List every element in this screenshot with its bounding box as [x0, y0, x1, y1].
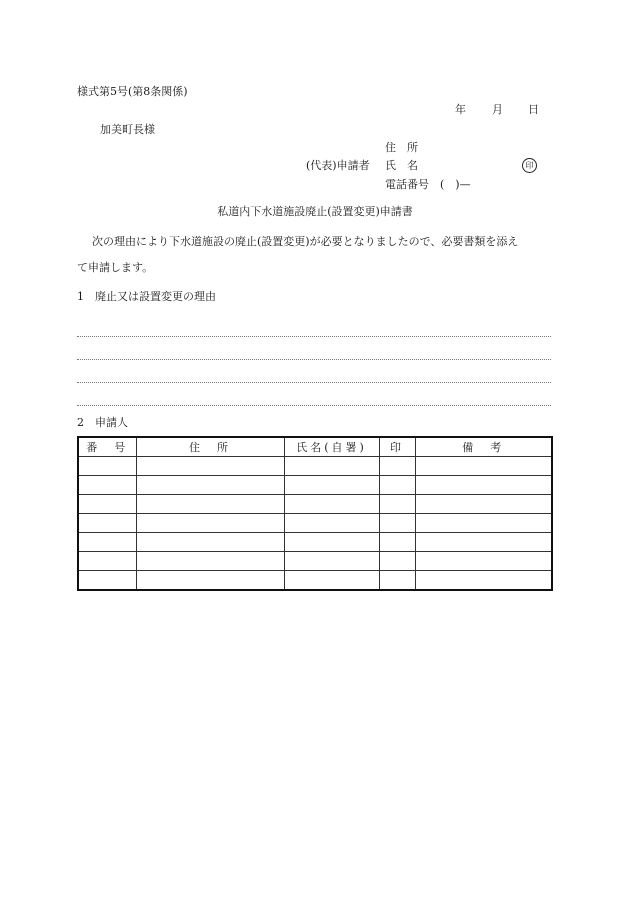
form-number: 様式第5号(第8条関係) — [77, 85, 188, 98]
intro-text-line-1: 次の理由により下水道施設の廃止(設置変更)が必要となりましたので、必要書類を添え — [92, 235, 519, 248]
reason-line-4[interactable] — [77, 405, 551, 406]
cell-seal[interactable] — [379, 514, 415, 533]
intro-text-line-2: て申請します。 — [77, 261, 154, 274]
date-day-label: 日 — [528, 103, 539, 116]
section-reason-heading: 1 廃止又は設置変更の理由 — [77, 290, 216, 303]
applicant-name-label: 氏 名 — [385, 159, 418, 172]
table-row — [78, 552, 552, 571]
cell-number[interactable] — [78, 514, 136, 533]
addressee: 加美町長様 — [100, 123, 155, 136]
date-month-label: 月 — [492, 103, 503, 116]
cell-remarks[interactable] — [415, 552, 552, 571]
cell-seal[interactable] — [379, 552, 415, 571]
cell-address[interactable] — [136, 571, 284, 591]
document-title: 私道内下水道施設廃止(設置変更)申請書 — [217, 205, 413, 218]
cell-remarks[interactable] — [415, 476, 552, 495]
cell-name[interactable] — [284, 533, 379, 552]
cell-remarks[interactable] — [415, 514, 552, 533]
cell-address[interactable] — [136, 457, 284, 476]
cell-name[interactable] — [284, 457, 379, 476]
cell-seal[interactable] — [379, 495, 415, 514]
reason-line-2[interactable] — [77, 359, 551, 360]
cell-seal[interactable] — [379, 571, 415, 591]
section-applicants-heading: 2 申請人 — [77, 416, 128, 429]
cell-remarks[interactable] — [415, 533, 552, 552]
applicant-address-label: 住 所 — [385, 141, 418, 154]
table-header-row — [78, 437, 552, 457]
cell-address[interactable] — [136, 476, 284, 495]
cell-name[interactable] — [284, 495, 379, 514]
cell-number[interactable] — [78, 533, 136, 552]
reason-line-3[interactable] — [77, 382, 551, 383]
cell-number[interactable] — [78, 476, 136, 495]
seal-mark — [522, 158, 537, 173]
cell-number[interactable] — [78, 552, 136, 571]
table-row — [78, 533, 552, 552]
table-row — [78, 571, 552, 591]
table-row — [78, 514, 552, 533]
cell-name[interactable] — [284, 571, 379, 591]
table-row — [78, 457, 552, 476]
cell-name[interactable] — [284, 552, 379, 571]
column-header-remarks: 備 考 — [415, 437, 552, 457]
cell-seal[interactable] — [379, 457, 415, 476]
cell-name[interactable] — [284, 514, 379, 533]
column-header-name: 氏名(自署) — [284, 437, 379, 457]
cell-address[interactable] — [136, 495, 284, 514]
applicant-phone-label: 電話番号 ( )— — [385, 178, 471, 191]
cell-remarks[interactable] — [415, 571, 552, 591]
table-row — [78, 476, 552, 495]
seal-icon: 印 — [522, 158, 537, 173]
cell-name[interactable] — [284, 476, 379, 495]
table-row — [78, 495, 552, 514]
column-header-number: 番 号 — [78, 437, 136, 457]
column-header-address: 住 所 — [136, 437, 284, 457]
cell-number[interactable] — [78, 571, 136, 591]
cell-address[interactable] — [136, 514, 284, 533]
cell-number[interactable] — [78, 457, 136, 476]
applicants-table — [77, 436, 553, 591]
applicant-role-label: (代表)申請者 — [306, 159, 370, 172]
cell-remarks[interactable] — [415, 495, 552, 514]
cell-number[interactable] — [78, 495, 136, 514]
reason-line-1[interactable] — [77, 336, 551, 337]
date-year-label: 年 — [455, 103, 466, 116]
cell-seal[interactable] — [379, 476, 415, 495]
column-header-seal: 印 — [379, 437, 415, 457]
cell-remarks[interactable] — [415, 457, 552, 476]
cell-seal[interactable] — [379, 533, 415, 552]
cell-address[interactable] — [136, 533, 284, 552]
cell-address[interactable] — [136, 552, 284, 571]
